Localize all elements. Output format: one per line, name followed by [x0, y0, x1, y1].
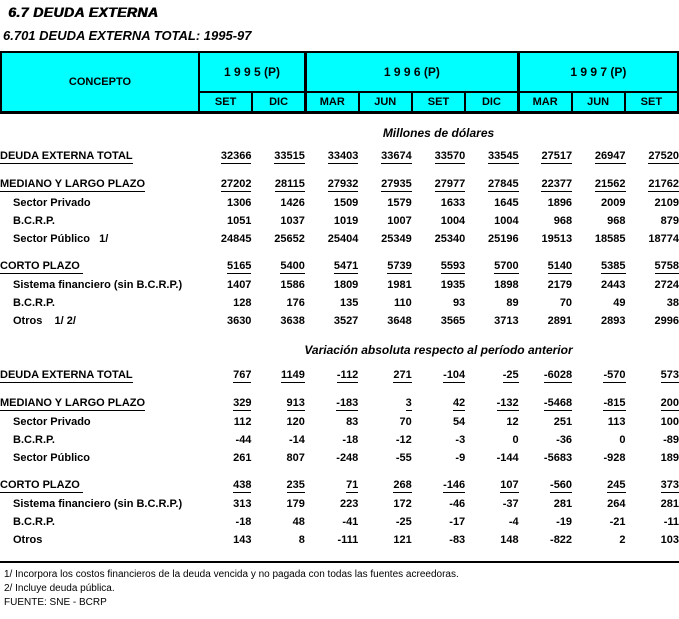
data-cell: -6028 — [519, 367, 572, 385]
data-cell: -144 — [465, 449, 518, 467]
data-cell: 1149 — [251, 367, 304, 385]
year-header-1996: 1 9 9 6 (P) — [305, 52, 518, 92]
data-cell: 2443 — [572, 276, 625, 294]
bottom-rule — [0, 561, 679, 563]
data-cell: 179 — [251, 495, 304, 513]
data-cell: 3 — [358, 395, 411, 413]
row-label: Otros 1/ 2/ — [0, 312, 198, 330]
data-cell: -12 — [358, 431, 411, 449]
data-cell: -132 — [465, 395, 518, 413]
row-label: DEUDA EXTERNA TOTAL — [0, 148, 198, 166]
data-cell: 5385 — [572, 258, 625, 276]
data-cell: 70 — [358, 413, 411, 431]
data-cell: -146 — [412, 477, 465, 495]
data-cell: -25 — [465, 367, 518, 385]
data-table — [0, 367, 679, 549]
data-cell: 879 — [626, 212, 679, 230]
page-subtitle: 6.701 DEUDA EXTERNA TOTAL: 1995-97 — [3, 28, 679, 43]
data-table — [0, 148, 679, 330]
data-cell: 128 — [198, 294, 251, 312]
row-label: Sector Privado — [0, 413, 198, 431]
data-cell: 25652 — [251, 230, 304, 248]
data-cell: 27520 — [626, 148, 679, 166]
data-cell: 32366 — [198, 148, 251, 166]
data-cell: 112 — [198, 413, 251, 431]
data-cell: 71 — [305, 477, 358, 495]
data-cell: 313 — [198, 495, 251, 513]
data-cell: 33674 — [358, 148, 411, 166]
data-cell: 110 — [358, 294, 411, 312]
data-cell: 2724 — [626, 276, 679, 294]
data-cell: 49 — [572, 294, 625, 312]
data-cell: -570 — [572, 367, 625, 385]
data-cell: 33545 — [465, 148, 518, 166]
data-cell: -25 — [358, 513, 411, 531]
data-cell: 18585 — [572, 230, 625, 248]
data-cell: -55 — [358, 449, 411, 467]
footnotes — [4, 568, 679, 610]
data-cell: -9 — [412, 449, 465, 467]
data-cell: 5400 — [251, 258, 304, 276]
data-cell: 12 — [465, 413, 518, 431]
data-cell: 1004 — [465, 212, 518, 230]
data-cell: 438 — [198, 477, 251, 495]
table-row — [0, 294, 679, 312]
data-cell: 33515 — [251, 148, 304, 166]
data-cell: 1051 — [198, 212, 251, 230]
data-cell: 2109 — [626, 194, 679, 212]
data-cell: 27517 — [519, 148, 572, 166]
row-label: B.C.R.P. — [0, 294, 198, 312]
footnote-2: 2/ Incluye deuda pública. — [4, 582, 679, 596]
row-label: CORTO PLAZO — [0, 477, 198, 495]
source-note: FUENTE: SNE - BCRP — [4, 596, 679, 610]
data-cell: -14 — [251, 431, 304, 449]
table-header — [0, 51, 679, 114]
table-row — [0, 258, 679, 276]
data-cell: -5683 — [519, 449, 572, 467]
data-cell: 5471 — [305, 258, 358, 276]
data-cell: 33570 — [412, 148, 465, 166]
data-cell: 83 — [305, 413, 358, 431]
data-cell: 189 — [626, 449, 679, 467]
data-cell: 251 — [519, 413, 572, 431]
data-cell: 5140 — [519, 258, 572, 276]
data-cell: 968 — [572, 212, 625, 230]
data-cell: 120 — [251, 413, 304, 431]
data-cell: 27202 — [198, 176, 251, 194]
data-cell: -111 — [305, 531, 358, 549]
data-cell: 5739 — [358, 258, 411, 276]
data-cell: 1981 — [358, 276, 411, 294]
data-cell: 42 — [412, 395, 465, 413]
data-cell: 3713 — [465, 312, 518, 330]
data-cell: 143 — [198, 531, 251, 549]
data-cell: -37 — [465, 495, 518, 513]
data-cell: 107 — [465, 477, 518, 495]
data-cell: 27932 — [305, 176, 358, 194]
data-cell: 281 — [626, 495, 679, 513]
data-cell: 113 — [572, 413, 625, 431]
data-cell: -89 — [626, 431, 679, 449]
table-body-sections — [0, 126, 679, 549]
data-cell: -46 — [412, 495, 465, 513]
data-cell: -18 — [305, 431, 358, 449]
data-cell: 1004 — [412, 212, 465, 230]
data-cell: 1898 — [465, 276, 518, 294]
data-cell: 89 — [465, 294, 518, 312]
section-heading: Variación absoluta respecto al período anterior — [198, 343, 679, 357]
spacer-row — [0, 248, 679, 258]
data-cell: 26947 — [572, 148, 625, 166]
data-cell: 1426 — [251, 194, 304, 212]
data-cell: -17 — [412, 513, 465, 531]
concept-header: CONCEPTO — [1, 52, 199, 113]
data-cell: 0 — [465, 431, 518, 449]
data-cell: 3630 — [198, 312, 251, 330]
data-cell: -41 — [305, 513, 358, 531]
data-cell: -112 — [305, 367, 358, 385]
row-label: Sector Público 1/ — [0, 230, 198, 248]
data-cell: 5593 — [412, 258, 465, 276]
data-cell: 100 — [626, 413, 679, 431]
data-cell: -815 — [572, 395, 625, 413]
data-cell: 148 — [465, 531, 518, 549]
data-cell: 25404 — [305, 230, 358, 248]
data-cell: 3565 — [412, 312, 465, 330]
data-cell: 373 — [626, 477, 679, 495]
section-heading: Millones de dólares — [198, 126, 679, 140]
data-cell: 21762 — [626, 176, 679, 194]
data-cell: 28115 — [251, 176, 304, 194]
data-cell: 27935 — [358, 176, 411, 194]
month-header: MAR — [305, 92, 358, 113]
data-cell: 172 — [358, 495, 411, 513]
table-row — [0, 449, 679, 467]
data-cell: 48 — [251, 513, 304, 531]
spacer-row — [0, 467, 679, 477]
data-cell: 33403 — [305, 148, 358, 166]
data-cell: 1645 — [465, 194, 518, 212]
data-cell: 807 — [251, 449, 304, 467]
data-cell: 281 — [519, 495, 572, 513]
data-cell: 25196 — [465, 230, 518, 248]
data-cell: 103 — [626, 531, 679, 549]
data-cell: 0 — [572, 431, 625, 449]
data-cell: 38 — [626, 294, 679, 312]
data-cell: -183 — [305, 395, 358, 413]
data-cell: 24845 — [198, 230, 251, 248]
row-label: Otros — [0, 531, 198, 549]
row-label: MEDIANO Y LARGO PLAZO — [0, 176, 198, 194]
data-cell: 1633 — [412, 194, 465, 212]
data-cell: -83 — [412, 531, 465, 549]
data-cell: -44 — [198, 431, 251, 449]
table-row — [0, 431, 679, 449]
data-cell: 5700 — [465, 258, 518, 276]
table-row — [0, 513, 679, 531]
spacer-row — [0, 166, 679, 176]
data-cell: 968 — [519, 212, 572, 230]
data-cell: 121 — [358, 531, 411, 549]
month-header: SET — [625, 92, 678, 113]
data-cell: 1306 — [198, 194, 251, 212]
data-cell: -928 — [572, 449, 625, 467]
data-cell: -248 — [305, 449, 358, 467]
data-cell: 25340 — [412, 230, 465, 248]
table-row — [0, 477, 679, 495]
data-cell: 93 — [412, 294, 465, 312]
data-cell: 264 — [572, 495, 625, 513]
row-label: Sistema financiero (sin B.C.R.P.) — [0, 276, 198, 294]
table-row — [0, 230, 679, 248]
data-cell: 27845 — [465, 176, 518, 194]
data-cell: -21 — [572, 513, 625, 531]
document-page — [0, 4, 679, 619]
data-cell: 261 — [198, 449, 251, 467]
row-label: B.C.R.P. — [0, 513, 198, 531]
data-cell: 5758 — [626, 258, 679, 276]
data-cell: -3 — [412, 431, 465, 449]
data-cell: 2891 — [519, 312, 572, 330]
spacer-row — [0, 385, 679, 395]
row-label: MEDIANO Y LARGO PLAZO — [0, 395, 198, 413]
data-cell: -18 — [198, 513, 251, 531]
page-title: 6.7 DEUDA EXTERNA — [8, 4, 679, 20]
data-cell: -822 — [519, 531, 572, 549]
data-cell: 3648 — [358, 312, 411, 330]
data-cell: 1586 — [251, 276, 304, 294]
year-header-1995: 1 9 9 5 (P) — [199, 52, 305, 92]
data-cell: 18774 — [626, 230, 679, 248]
row-label: B.C.R.P. — [0, 431, 198, 449]
data-cell: 2 — [572, 531, 625, 549]
row-label: Sector Privado — [0, 194, 198, 212]
data-cell: 1509 — [305, 194, 358, 212]
data-cell: 1896 — [519, 194, 572, 212]
data-cell: -36 — [519, 431, 572, 449]
data-cell: 767 — [198, 367, 251, 385]
data-cell: 27977 — [412, 176, 465, 194]
data-cell: 271 — [358, 367, 411, 385]
table-row — [0, 395, 679, 413]
data-cell: 1407 — [198, 276, 251, 294]
data-cell: 25349 — [358, 230, 411, 248]
year-header-1997: 1 9 9 7 (P) — [518, 52, 678, 92]
data-cell: 268 — [358, 477, 411, 495]
month-header: JUN — [359, 92, 412, 113]
month-header: JUN — [572, 92, 625, 113]
data-cell: 1809 — [305, 276, 358, 294]
data-cell: 200 — [626, 395, 679, 413]
data-cell: 2179 — [519, 276, 572, 294]
data-cell: 2996 — [626, 312, 679, 330]
table-row — [0, 194, 679, 212]
data-cell: 54 — [412, 413, 465, 431]
table-row — [0, 212, 679, 230]
row-label: CORTO PLAZO — [0, 258, 198, 276]
row-label: DEUDA EXTERNA TOTAL — [0, 367, 198, 385]
month-header: SET — [412, 92, 465, 113]
data-cell: 1935 — [412, 276, 465, 294]
data-cell: 1037 — [251, 212, 304, 230]
row-label: B.C.R.P. — [0, 212, 198, 230]
footnote-1: 1/ Incorpora los costos financieros de la deuda vencida y no pagada con todas las fuentes acreedoras. — [4, 568, 679, 582]
data-cell: 5165 — [198, 258, 251, 276]
data-cell: 913 — [251, 395, 304, 413]
row-label: Sector Público — [0, 449, 198, 467]
data-cell: 2893 — [572, 312, 625, 330]
data-cell: -4 — [465, 513, 518, 531]
data-cell: 1019 — [305, 212, 358, 230]
data-cell: 70 — [519, 294, 572, 312]
data-cell: 573 — [626, 367, 679, 385]
data-cell: -104 — [412, 367, 465, 385]
table-row — [0, 367, 679, 385]
data-cell: 3638 — [251, 312, 304, 330]
data-cell: -11 — [626, 513, 679, 531]
data-cell: 3527 — [305, 312, 358, 330]
month-header: SET — [199, 92, 252, 113]
data-cell: -5468 — [519, 395, 572, 413]
month-header: DIC — [465, 92, 518, 113]
data-cell: 19513 — [519, 230, 572, 248]
data-cell: 8 — [251, 531, 304, 549]
table-row — [0, 413, 679, 431]
data-cell: 329 — [198, 395, 251, 413]
data-cell: 1007 — [358, 212, 411, 230]
table-row — [0, 495, 679, 513]
data-cell: 176 — [251, 294, 304, 312]
data-cell: 223 — [305, 495, 358, 513]
row-label: Sistema financiero (sin B.C.R.P.) — [0, 495, 198, 513]
data-cell: 21562 — [572, 176, 625, 194]
data-cell: 22377 — [519, 176, 572, 194]
table-row — [0, 276, 679, 294]
table-row — [0, 148, 679, 166]
table-row — [0, 176, 679, 194]
data-cell: 135 — [305, 294, 358, 312]
data-cell: 235 — [251, 477, 304, 495]
data-cell: 245 — [572, 477, 625, 495]
data-cell: -560 — [519, 477, 572, 495]
data-cell: 2009 — [572, 194, 625, 212]
data-cell: 1579 — [358, 194, 411, 212]
table-row — [0, 312, 679, 330]
data-cell: -19 — [519, 513, 572, 531]
table-row — [0, 531, 679, 549]
month-header: DIC — [252, 92, 305, 113]
month-header: MAR — [518, 92, 571, 113]
